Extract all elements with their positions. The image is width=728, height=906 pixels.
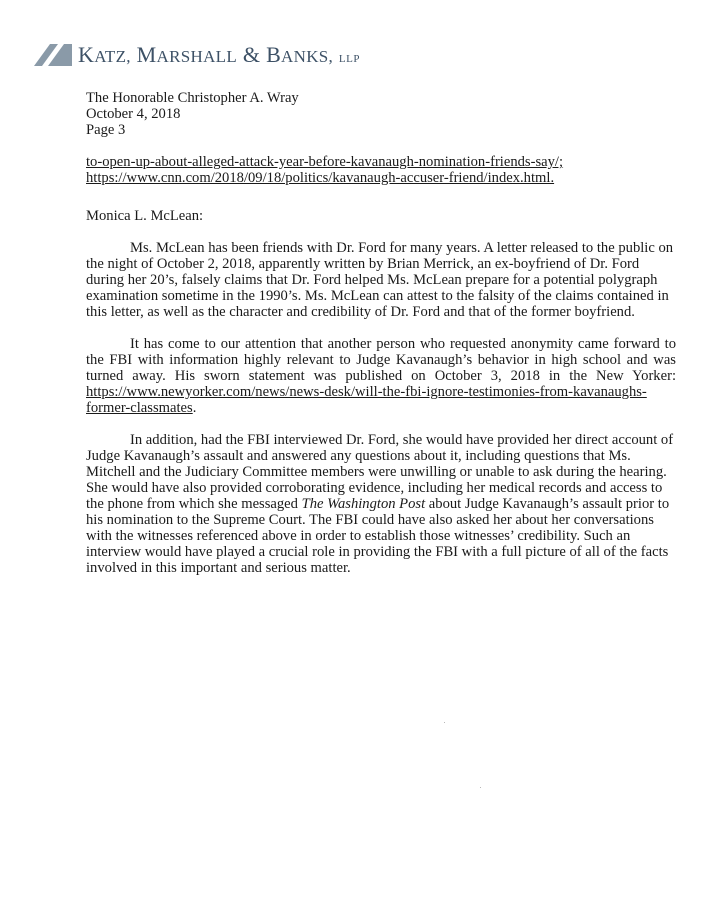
section-heading: Monica L. McLean: xyxy=(86,208,204,224)
page-number: Page 3 xyxy=(86,122,126,138)
paragraph: Ms. McLean has been friends with Dr. Ford for many years. A letter released to the public on the night of October 2, 2018, apparently written by Brian Merrick, an ex-boyfriend of Dr. Ford during her 20’s, falsely claims that Dr. Ford helped Ms. McLean prepare for a potential polygraph examination sometime in the 1990’s. Ms. McLean can attest to the falsity of the claims contained in this letter, as well as the character and credibility of Dr. Ford and that of the former boyfriend. xyxy=(86,240,674,320)
paragraph xyxy=(86,336,676,416)
new-yorker-link[interactable]: https://www.newyorker.com/news/news-desk/will-the-fbi-ignore-testimonies-from-kavanaughs-former-classmates xyxy=(86,384,647,416)
recipient: The Honorable Christopher A. Wray xyxy=(86,90,299,106)
firm-logo-icon xyxy=(34,44,72,66)
paragraph-text: about Judge Kavanaugh’s assault prior to his nomination to the Supreme Court. The FBI could have also asked her about her conversations with the witnesses referenced above in order to establish those witnesses’ credibility. Such an interview would have played a crucial role in providing the FBI with a full picture of all of the facts involved in this important and serious matter. xyxy=(86,496,670,576)
paragraph-text: It has come to our attention that another person who requested anonymity came forward to the FBI with information highly relevant to Judge Kavanaugh’s behavior in high school and was turned away. His sworn statement was published on October 3, 2018 in the New Yorker: xyxy=(86,336,676,384)
reference-link[interactable]: https://www.cnn.com/2018/09/18/politics/kavanaugh-accuser-friend/index.html. xyxy=(86,170,555,186)
paragraph xyxy=(86,432,676,576)
letter-date: October 4, 2018 xyxy=(86,106,181,122)
publication-title: The Washington Post xyxy=(301,496,426,512)
paragraph-text: . xyxy=(192,400,197,416)
scan-speck xyxy=(444,722,445,723)
reference-links xyxy=(86,154,676,186)
paragraph-text: In addition, had the FBI interviewed Dr. Ford, she would have provided her direct account of Judge Kavanaugh’s assault and answered any questions about it, including questions that Ms. Mitchell and the Judiciary Committee members were unwilling or unable to ask during the hearing. She would have also provided corroborating evidence, including her medical records and access to the phone from which she messaged xyxy=(86,432,674,512)
address-block xyxy=(86,90,676,138)
reference-link[interactable]: to-open-up-about-alleged-attack-year-before-kavanaugh-nomination-friends-say/; xyxy=(86,154,564,170)
scan-speck xyxy=(480,787,481,788)
letter-body xyxy=(86,90,676,576)
firm-name: KATZ, MARSHALL & BANKS, LLP xyxy=(78,42,360,67)
